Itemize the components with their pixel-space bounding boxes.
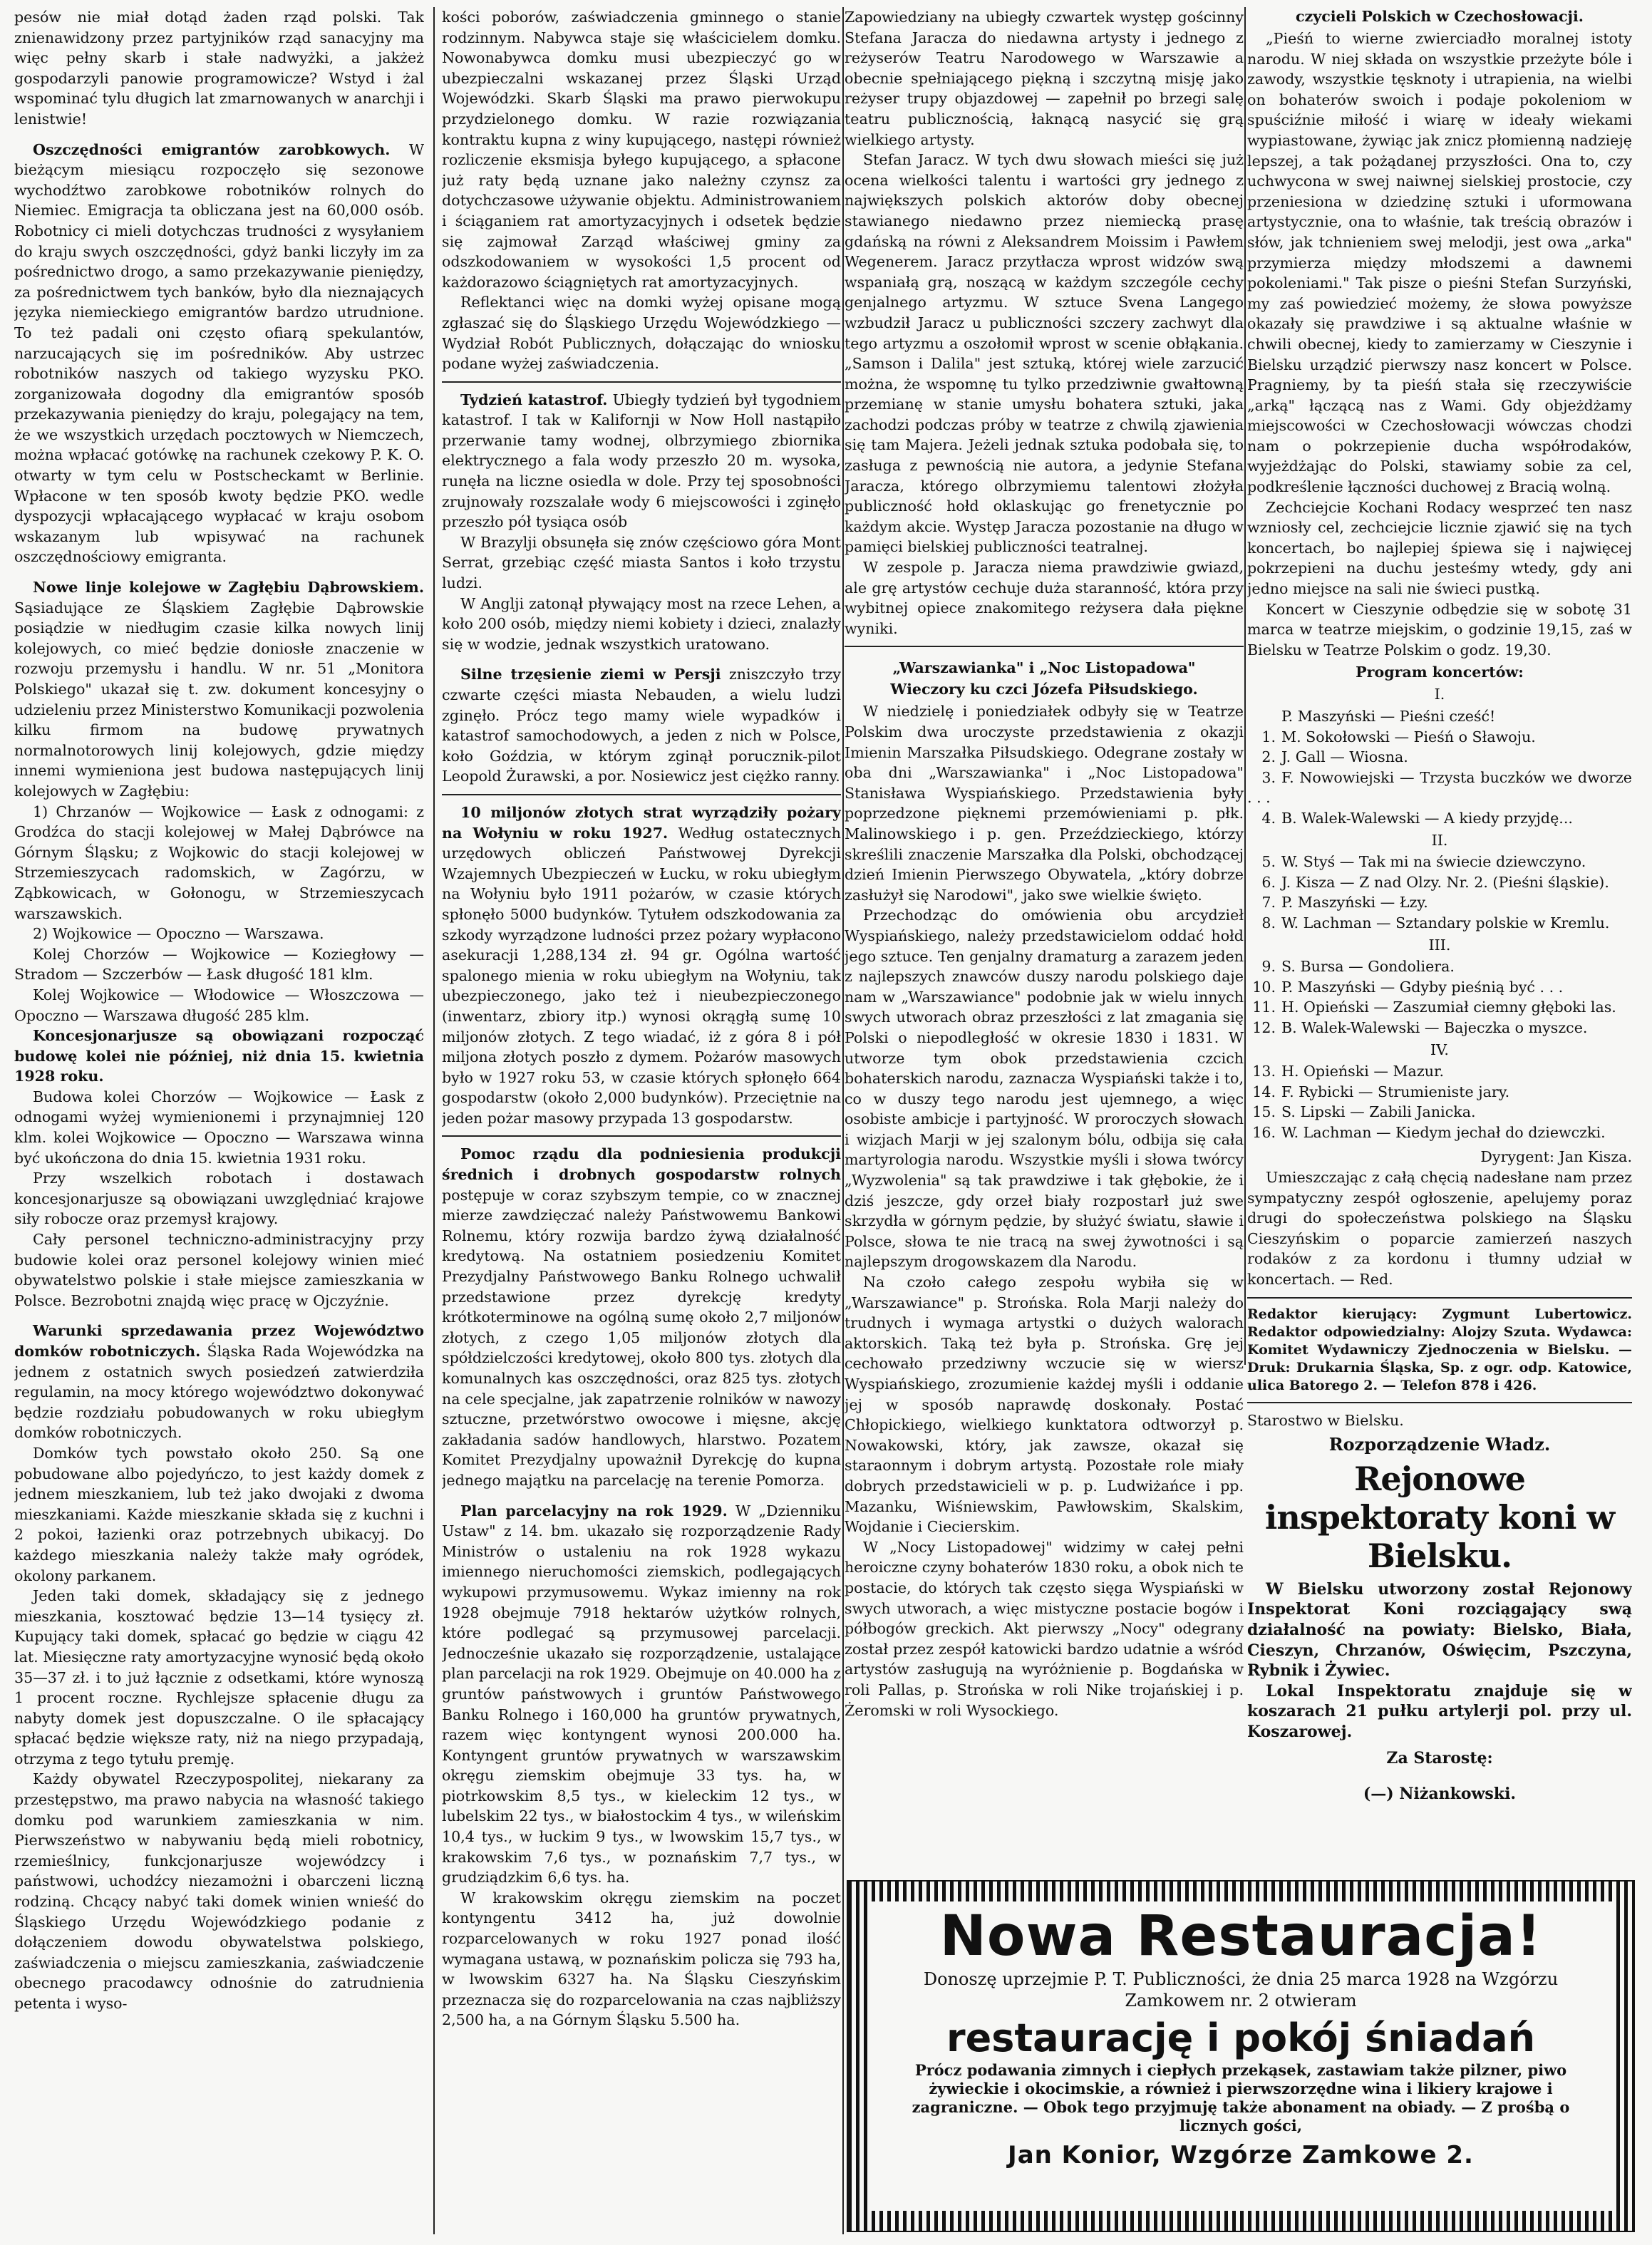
notice-title: Rejonowe inspektoraty koni w Bielsku. [1264,1459,1615,1575]
program-item [1247,977,1632,998]
notice-paragraph: W Bielsku utworzony został Rejonowy Inspektorat Koni rozciągający swą działalność na powiaty: Bielsko, Biała, Cieszyn, Chrzanów, Oświęcim, Pszczyna, Rybnik i Żywiec. [1247,1579,1632,1681]
item-text: J. Kisza — Z nad Olzy. Nr. 2. (Pieśni śląskie). [1281,873,1609,891]
column-2 [442,7,841,2231]
program-section: II. [1431,831,1448,849]
item-text: W. Styś — Tak mi na świecie dziewczyno. [1281,853,1586,871]
paragraph: Budowa kolei Chorzów — Wojkowice — Łask z odnogami wyżej wymienionemi i przynajmniej 120 klm. kolei Wojkowice — Opoczno — Warszawa winna być ukończona do dnia 15. kwietnia 1931 roku. [14,1088,424,1167]
program-item [1247,1122,1632,1143]
article-text: Sąsiadujące ze Śląskiem Zagłębie Dąbrowskie posiądzie w niedługim czasie kilka nowych linij kolejowych, co mieć będzie doniosłe znaczenie w rozwoju przemysłu i handlu. W nr. 51 „Monitora Polskiego" ukazał się t. zw. dokument koncesyjny o udzieleniu przez Ministerstwo Komunikacji pozwolenia kilku firmom na budowę prywatnych normalnotorowych linij kolejowych, gdzie między innemi wymieniona jest budowa następujących linij kolejowych w Zagłębiu: [14,599,424,800]
article-pozary [442,802,841,1129]
program-item [1247,747,1632,768]
article-heading: Oszczędności emigrantów zarobkowych. [33,140,391,158]
item-text: P. Maszyński — Gdyby pieśnią być . . . [1281,978,1564,996]
article-heading: 10 miljonów złotych strat wyrządziły pożary na Wołyniu w roku 1927. [442,803,841,842]
article-text: Ubiegły tydzień był tygodniem katastrof. I tak w Kalifornji w Now Holl nastąpiło przerwanie tamy wodnej, olbrzymiego zbiornika elektrycznego a fala wody przeszło 20 m. wysoka, runęła na liczne osiedla w dole. Przy tej sposobności zrujnowały rozszalałe wody 6 miejscowości i zginęło przeszło pół tysiąca osób [442,391,841,531]
column-1 [14,7,424,2231]
ad-content [868,1901,1614,2211]
item-text: F. Rybicki — Strumieniste jary. [1281,1083,1510,1100]
paragraph: Zechciejcie Kochani Rodacy wesprzeć ten nasz wzniosły cel, zechciejcie licznie zjawić się na tych koncertach, bo najlepiej śpiewa się i najwięcej pokrzepieni na duchu jesteśmy wtedy, gdy ani jedno miejsce na sali nie świeci pustką. [1247,498,1632,598]
program-item [1247,1018,1632,1038]
column-divider [1244,7,1246,1365]
notice-paragraph: Lokal Inspektoratu znajduje się w koszarach 21 pułku artylerji pol. przy ul. Koszarowej. [1247,1681,1632,1741]
article-heading: czycieli Polskich w Czechosłowacji. [1296,8,1584,25]
divider [442,381,841,383]
paragraph: W „Nocy Listopadowej" widzimy w całej pełni heroiczne czyny bohaterów 1830 roku, a obok nich te postacie, do których tak często sięga Wyspiański w swych utworach, a więc mistyczne postacie bogów i półbogów greckich. Akt pierwszy „Nocy" odegrany został przez zespół katowicki bardzo udatnie a wśród artystów zasługują na wyróżnienie p. Bogdańska w roli Pallas, p. Strońska w roli Nike trojańskiej i p. Żeromski w roli Wysockiego. [845,1538,1244,1719]
ad-signature: Jan Konior, Wzgórze Zamkowe 2. [1008,2141,1474,2169]
paragraph: W krakowskim okręgu ziemskim na poczet kontyngentu 3412 ha, już dowolnie rozparcelowanych w roku 1927 ponad ilość wymagana ustawą, w poznańskim policza się 793 ha, w lwowskim 6327 ha. Na Śląsku Cieszyńskim przeznacza się do rozparcelowania na czas najbliższy 2,500 ha, a na Górnym Śląsku 5.500 ha. [442,1889,841,2029]
item-text: J. Gall — Wiosna. [1281,748,1408,766]
ad-title: Nowa Restauracja! [939,1904,1542,1968]
item-number: 9. [1261,958,1276,976]
list-item: Kolej Wojkowice — Włodowice — Włoszczowa — Opoczno — Warszawa długość 285 klm. [14,986,424,1024]
notice-subheading: Rozporządzenie Władz. [1328,1434,1551,1455]
article-linje-kolejowe [14,577,424,802]
program-item [1247,852,1632,872]
item-number: 8. [1261,914,1276,931]
item-text: W. Lachman — Kiedym jechał do dziewczki. [1281,1123,1606,1141]
item-number: 10. [1252,978,1276,996]
restaurant-advertisement [847,1880,1635,2232]
list-item: Kolej Chorzów — Wojkowice — Koziegłowy — Stradom — Szczerbów — Łask długość 181 klm. [14,945,424,984]
program-item [1247,1102,1632,1122]
article-domki [14,1321,424,1443]
paragraph: pesów nie miał dotąd żaden rząd polski. Tak znienawidzony przez partyjników rząd sanacyjny ma więc pełny skarb i stałe nadwyżki, a jakżeż gospodarzyli panowie programowicze? Wstyd i żal wspominać tylu długich lat zmarnowanych w anarchji i lenistwie! [14,9,424,128]
paragraph: Koncert w Cieszynie odbędzie się w sobotę 31 marca w teatrze miejskim, o godzinie 19,15, zaś w Bielsku w Teatrze Polskim o godz. 19,30. [1247,600,1632,659]
article-heading: Warunki sprzedawania przez Województwo domków robotniczych. [14,1322,424,1360]
item-text: F. Nowowiejski — Trzysta buczków we dworze . . . [1247,768,1632,807]
item-number: 3. [1261,768,1276,786]
paragraph: Każdy obywatel Rzeczypospolitej, niekarany za przestępstwo, ma prawo nabycia na własność takiego domku pod warunkiem zamieszkania w nim. Pierwszeństwo w nabywaniu będą mieli robotnicy, rzemieślnicy, funkcjonarjusze wojewódzcy i państwowi, uchodźcy niezamożni i obarczeni liczną rodziną. Chcący nabyć taki domek winien wnieść do Śląskiego Urzędu Wojewódzkiego podanie z dołączeniem dowodu obywatelstwa polskiego, zaświadczenia o miejscu zamieszkania, zaświadczenie obecnego pracodawcy odnośnie do zatrudnienia petenta i wyso- [14,1770,424,2012]
item-text: P. Maszyński — Łzy. [1281,894,1428,912]
paragraph: W niedzielę i poniedziałek odbyły się w Teatrze Polskim dwa uroczyste przedstawienia z okazji Imienin Marszałka Piłsudskiego. Odegrane zostały w oba dni „Warszawianka" i „Noc Listopadowa" Stanisława Wyspiańskiego. Przedstawienia były poprzedzone pięknemi przemówieniami p. płk. Malinowskiego i p. gen. Przeździeckiego, którzy skreślili znaczenie Marszałka dla Polski, obchodzącej dzień Imienin Pierwszego Obywatela, „który dobrze zasłużył się Narodowi", jako swe wielkie święto. [845,703,1244,904]
paragraph: W Anglji zatonął pływający most na rzece Lehen, a koło 200 osób, między niemi kobiety i dzieci, znalazły się w wodzie, jednak wszystkich uratowano. [442,594,841,653]
program-item [1247,872,1632,893]
article-text: zniszczyło trzy czwarte części miasta Nebauden, a wielu ludzi zginęło. Prócz tego mamy wiele wypadków i katastrof samochodowych, a jeden z nich w Polsce, koło Goździa, w którym zginął porucznik-pilot Leopold Żurawski, a por. Nosiewicz jest ciężko ranny. [442,666,841,785]
item-number: 1. [1261,728,1276,745]
article-persja [442,664,841,787]
paragraph: Przechodząc do omówienia obu arcydzieł Wyspiańskiego, należy przedstawicielom oddać hołd jego sztuce. Ten genjalny dramaturg a zarazem jeden z najlepszych znawców duszy narodu polskiego daje nam w „Warszawiance" podobnie jak w wielu innych swych utworach obraz przeszłości z lat zmagania się Polski o niepodległość w okresie 1830 i 1831. W utworze tym obok przedstawienia czcich bohaterskich narodu, zaznacza Wyspiański także i to, co w duszy tego narodu jest ujemnego, a więc osobiste ambicje i partyjność. W proroczych słowach i wizjach Marji w jej szalonym bólu, odbija się cała martyrologia narodu. Wszystkie myśli i słowa twórcy „Wyzwolenia" są tak prawdziwe i tak głębokie, że i dziś jeszcze, gdy orzeł biały rozpostarł już swe skrzydła w górnym pędzie, by służyć światu, sławie i Polsce, słowa te nie tracą na swej żywotności i są najlepszym drogowskazem dla Narodu. [845,907,1244,1271]
item-number: 14. [1252,1083,1276,1100]
paragraph: Domków tych powstało około 250. Są one pobudowane albo pojedyńczo, to jest każdy domek z jednem mieszkaniem, lub też jako dwojaki z dwoma mieszkaniami. Każde mieszkanie składa się z kuchni i 2 pokoi, łazienki oraz potrzebnych ubikacyj. Do każdego mieszkania należy także mały ogródek, okolony parkanem. [14,1444,424,1584]
article-heading: Plan parcelacyjny na rok 1929. [460,1502,728,1519]
paragraph: Cały personel techniczno-administracyjny przy budowie kolei oraz personel kolejowy winien mieć obywatelstwo polskie i stałe miejsce zamieszkania w Polsce. Bezrobotni znajdą więc pracę w Ojczyźnie. [14,1231,424,1309]
item-text: B. Walek-Walewski — A kiedy przyjdę... [1281,809,1573,827]
item-text: H. Opieński — Zaszumiał ciemny głęboki las. [1281,998,1616,1016]
item-text: H. Opieński — Mazur. [1281,1063,1445,1080]
article-text: Śląska Rada Wojewódzka na jednem z ostatnich swych posiedzeń zatwierdziła regulamin, na mocy którego województwo dokonywać będzie rozdziału pobudowanych w roku ubiegłym domków robotniczych. [14,1343,424,1442]
column-4 [1247,7,1632,1882]
item-text: S. Lipski — Zabili Janicka. [1281,1103,1476,1121]
program-section: IV. [1430,1041,1449,1058]
divider [845,646,1244,647]
column-divider [842,7,844,2234]
list-item: 1) Chrzanów — Wojkowice — Łask z odnogami: z Grodźca do stacji kolejowej w Małej Dąbrówce na Górnym Śląsku; z Wojkowic do stacji kolejowej w Strzemieszycach radomskich, w Zagórzu, w Ząbkowicach, w Gołonogu, w Strzemieszycach warszawskich. [14,802,424,922]
paragraph: W zespole p. Jaracza niema prawdziwie gwiazd, ale grę artystów cechuje duża staranność, która przy wybitnej opiece znakomitego reżysera dała piękne wyniki. [845,559,1244,637]
article-text: W bieżącym miesiącu rozpoczęło się sezonowe wychodźtwo zarobkowe robotników rolnych do Niemiec. Emigracja ta obliczana jest na 60,000 osób. Robotnicy ci mieli dotychczas trudności z wysyłaniem do kraju swych oszczędności, gdyż banki liczyły im za pośrednictwo drogo, a samo przekazywanie pieniędzy, za pośrednictwem tych banków, było dla nieznających języka niemieckiego emigrantów bardzo utrudnione. To też padali oni często ofiarą spekulantów, narzucających się im pośredników. Aby ustrzec robotników naszych od takiego wyzysku PKO. zorganizowała dogodny dla emigrantów sposób przekazywania pieniędzy do kraju, polegający na tem, że we wszystkich urzędach pocztowych w Niemczech, można wpłacać gotówkę na rachunek czekowy P. K. O. otwarty w tym celu w Postscheckamt w Berlinie. Wpłacone w ten sposób kwoty będzie PKO. wedle dyspozycji wpłacającego wypłacać w kraju osobom wskazanym lub wpisywać na rachunek oszczędnościowy emigranta. [14,140,424,566]
notice-signature-label: Za Starostę: [1386,1748,1493,1767]
divider [442,1135,841,1137]
item-text: M. Sokołowski — Pieśń o Sławoju. [1281,728,1536,745]
program-item [1247,913,1632,934]
program-item [1247,997,1632,1018]
ad-body: Prócz podawania zimnych i ciepłych przekąsek, zastawiam także pilzner, piwo żywieckie i okocimskie, a również i pierwszorzędne wina i likiery krajowe i zagraniczne. — Obok tego przyjmuję także abonament na obiady. — Z prośbą o licznych gości, [912,2061,1570,2135]
item-number: 6. [1261,873,1276,891]
imprint: Redaktor kierujący: Zygmunt Lubertowicz. Redaktor odpowiedzialny: Alojzy Szuta. Wydawca: Komitet Wydawniczy Zjednoczenia w Bielsku. — Druk: Drukarnia Śląska, Sp. z ogr. odp. Katowice, ulica Batorego 2. — Telefon 878 i 426. [1247,1306,1632,1393]
paragraph: Stefan Jaracz. W tych dwu słowach mieści się już ocena wielkości talentu i wartości gry jednego z największych polskich aktorów doby obecnej stawianego niedawno przez niemiecką prasę gdańską na równi z Aleksandrem Moissim i Pawłem Wegenerem. Jaracz przytłacza wprost widzów swą wspaniałą grą, noszącą w każdym szczególe cechy genjalnego artyzmu. W sztuce Svena Langego wzbudził Jaracz u publiczności szczery zachwyt dla tego artyzmu a oszołomił wprost w scenie obłąkania. „Samson i Dalila" jest sztuką, której wiele zarzucić można, że wspomnę tu tylko przedziwnie gwałtowną przemianę w stanie umysłu bohatera sztuki, jaka zachodzi podczas próby w teatrze z chwilą zjawienia się tam Majera. Jeżeli jednak sztuka podobała się, to zasługa z pewnością nie autora, a jedynie Stefana Jaracza, którego olbrzymiemu talentowi złożyła publiczność hołd oklaskując go frenetycznie po każdym akcie. Występ Jaracza pozostanie na długo w pamięci bielskiej publiczności teatralnej. [845,151,1244,556]
paragraph: Jeden taki domek, składający się z jednego mieszkania, kosztować będzie 13—14 tysięcy zł. Kupujący taki domek, spłacać go będzie w ciągu 42 lat. Miesięczne raty amortyzacyjne wynosić będą około 35—37 zł. i to już łącznie z odsetkami, które wynoszą 1 procent roczne. Rychlejsze spłacenie długu za nabyty domek jest dopuszczalne. O ile spłacający spłacać będzie większe raty, niż na niego przypadają, otrzyma z tego tytułu premję. [14,1587,424,1767]
column-3 [845,7,1244,1882]
article-text: W „Dzienniku Ustaw" z 14. bm. ukazało się rozporządzenie Rady Ministrów o ustaleniu na rok 1928 wykazu imiennego nieruchomości ziemskich, podlegających wykupowi przymusowemu. Wykaz imienny na rok 1928 obejmuje 7918 hektarów użytków rolnych, które podlegać są przymusowej parcelacji. Jednocześnie ukazało się rozporządzenie, ustalające plan parcelacji na rok 1929. Obejmuje on 40.000 ha z gruntów państwowych i gruntów Państwowego Banku Rolnego i 160,000 ha gruntów prywatnych, razem więc kontyngent wynosi 200.000 ha. Kontyngent gruntów prywatnych w warszawskim okręgu ziemskim obejmuje 33 tys. ha, w piotrkowskim 8,5 tys., w kieleckim 12 tys., w lubelskim 22 tys., w białostockim 4 tys., w wileńskim 10,4 tys., w łuckim 9 tys., w lwowskim 15,7 tys., w krakowskim 7,6 tys., w poznańskim 7,7 tys., w grudziądzkim 6,6 tys. ha. [442,1502,841,1887]
divider [1247,1297,1632,1299]
item-number: 16. [1252,1123,1276,1141]
article-heading: „Warszawianka" i „Noc Listopadowa" [892,659,1196,677]
article-text: postępuje w coraz szybszym tempie, co w znacznej mierze zawdzięczać należy Państwowemu Bankowi Rolnemu, który rozwija bardzo żywą działalność kredytową. Na ostatniem posiedzeniu Komitet Prezydjalny Państwowego Banku Rolnego uchwalił przedstawione przez dyrekcję kredyty krótkoterminowe na ogólną sumę około 2,7 miljonów złotych, z czego 1,05 miljonów złotych dla spółdzielczości kredytowej, około 800 tys. złotych dla komunalnych kas oszczędności, oraz 825 tys. złotych na cele specjalne, jak zapatrzenie rolników w nawozy sztuczne, przetwórstwo owocowe i mięsne, akcję zakładania sadów handlowych, hlarstwo. Pozatem Komitet Prezydjalny upoważnił Dyrekcję do kupna jednego majątku na parcelację na terenie Pomorza. [442,1186,841,1489]
item-number: 11. [1252,998,1276,1016]
divider [442,794,841,795]
item-number: 5. [1261,853,1276,871]
program-item [1247,768,1632,808]
item-number: 13. [1252,1063,1276,1080]
item-number: 7. [1261,894,1276,912]
article-katastrofy [442,390,841,532]
divider [1247,1402,1632,1403]
paragraph: Na czoło całego zespołu wybiła się w „Warszawiance" p. Strońska. Rola Marji należy do trudnych i wymaga artystki o dużych walorach aktorskich. Taką też była p. Strońska. Grę jej cechowało przedziwny wczucie się w wiersz Wyspiańskiego, zrozumienie każdej myśli i oddanie jej w sposób naprawdę doskonały. Postać Chłopickiego, wielkiego kunktatora odtworzył p. Nowakowski, który, jak zawsze, okazał się staraonnym i dobrym artystą. Pozostałe role miały dobrych przedstawicieli w p. p. Ludwiżańce i pp. Mazanku, Wiśniewskim, Pawłowskim, Skalskim, Wojdanie i Ciecierskim. [845,1274,1244,1536]
program-item [1247,808,1632,829]
program-item [1247,1082,1632,1103]
program-item [1247,1061,1632,1082]
column-divider [433,7,435,2234]
notice-signature: (—) Niżankowski. [1363,1785,1517,1804]
article-oszczednosci [14,140,424,567]
article-heading: Tydzień katastrof. [460,391,608,408]
program-section: III. [1428,936,1451,954]
item-number: 2. [1261,748,1276,766]
article-heading: Nowe linje kolejowe w Zagłębiu Dąbrowskiem. [33,579,424,597]
program-section: I. [1434,686,1445,703]
program-item [1247,956,1632,977]
item-text: W. Lachman — Sztandary polskie w Kremlu. [1281,914,1610,931]
program-item [1247,892,1632,913]
item-text: B. Walek-Walewski — Bajeczka o myszce. [1281,1018,1588,1036]
ad-lead: Donoszę uprzejmie P. T. Publiczności, że dnia 25 marca 1928 na Wzgórzu Zamkowem nr. 2 otwieram [923,1969,1559,2011]
article-heading: Silne trzęsienie ziemi w Persji [460,666,721,683]
list-item: 2) Wojkowice — Opoczno — Warszawa. [33,925,324,943]
program-item [1247,727,1632,748]
item-number: 15. [1252,1103,1276,1121]
paragraph: Reflektanci więc na domki wyżej opisane mogą zgłaszać się do Śląskiego Urzędu Wojewódzkiego — Wydział Robót Publicznych, dołączając do wniosku podane wyżej zaświadczenia. [442,294,841,373]
ad-headline: restaurację i pokój śniadań [946,2016,1536,2060]
paragraph: Przy wszelkich robotach i dostawach koncesjonarjusze są obowiązani uwzględniać krajowe siły robocze oraz przemysł krajowy. [14,1170,424,1228]
paragraph: Koncesjonarjusze są obowiązani rozpocząć budowę kolei nie później, niż dnia 15. kwietnia 1928 roku. [14,1027,424,1085]
paragraph: Umieszczając z całą chęcią nadesłane nam przez sympatyczny zespół ogłoszenie, apelujemy poraz drugi do społeczeństwa polskiego na Śląsku Cieszyńskim o poparcie zamierzeń naszych rodaków z za kordonu i tłumny udział w koncertach. — Red. [1247,1169,1632,1289]
article-heading: Pomoc rządu dla podniesienia produkcji średnich i drobnych gospodarstw rolnych [442,1145,841,1184]
paragraph: Zapowiedziany na ubiegły czwartek występ gościnny Stefana Jaracza do niedawna artysty i jednego z reżyserów Teatru Narodowego w Warszawie a obecnie spełniającego piękną i szczytną misję jako reżyser trupy objazdowej — zapełnił po brzegi salę teatru publicznością, łaknącą nasycić się grą wielkiego artysty. [845,9,1244,148]
item-text: S. Bursa — Gondoliera. [1281,958,1455,976]
item-number: 12. [1252,1018,1276,1036]
article-text: Według ostatecznych urzędowych obliczeń Państwowej Dyrekcji Wzajemnych Ubezpieczeń w Łucku, w roku ubiegłym na Wołyniu było 1911 pożarów, w czasie których spłonęło 5000 budynków. Tytułem odszkodowania za szkody wyrządzone ludności przez pożary wypłacono asekuracji 1,288,134 zł. 94 gr. Ogólna wartość spalonego mienia w roku ubiegłym na Wołyniu, tak ubezpieczonego, jako też i nieubezpieczonego (inwentarz, zbiory itp.) wynosi okrągłą sumę 10 miljonów złotych. Z tego wiadać, iż z góra 8 i pół miljona złotych poszło z dymem. Pożarów masowych było w 1927 roku 53, w czasie których spłonęło 664 gospodarstw (około 2,000 budynków). Przeciętnie na jeden pożar masowy przypada 13 gospodarstw. [442,824,841,1127]
paragraph: „Pieśń to wierne zwierciadło moralnej istoty narodu. W niej składa on wszystkie przeżyte bóle i zawody, wszystkie tęsknoty i utrapienia, na wielbi on bohaterów swoich i podaje pokoleniom w spuściźnie miłość i wiarę w ideały wiekami wypiastowane, żywiąc jak znicz płomienną nadzieję lepszej, a tak pożądanej przyszłości. Ona to, czy uchwycona w swej naiwnej sielskiej prostocie, czy przeniesiona w dziedzinę sztuki i uformowana artystycznie, ona to właśnie, tak treścią obrazów i słów, jak tchnieniem swej melodji, jest owa „arka" przymierza między młodszemi a dawnemi pokoleniami." Tak pisze o pieśni Stefan Surzyński, my zaś powiedzieć możemy, że słowa powyższe okazały się prawdziwe i są aktualne właśnie w chwili obecnej, kiedy to zamierzamy w Cieszynie i Bielsku urządzić pierwszy nasz koncert w Polsce. Pragniemy, by ta pieśń stała się rzeczywiście „arką" łączącą nas z Wami. Gdy objeżdżamy miejscowości w Czechosłowacji wówczas chodzi nam o pokrzepienie ducha współrodaków, wyjeżdżając do Polski, stawiamy sobie za cel, podkreślenie łączności duchowej z Bracią wolną. [1247,30,1632,496]
article-pomoc-rzadu [442,1144,841,1490]
program-item: P. Maszyński — Pieśni cześć! [1281,708,1496,725]
article-plan-parcelacyjny [442,1501,841,1888]
item-number: 4. [1261,809,1276,827]
paragraph: kości poborów, zaświadczenia gminnego o stanie rodzinnym. Nabywca staje się właścicielem domku. Nowonabywca domku musi ubezpieczyć go w ubezpieczalni wskazanej przez Śląski Urząd Wojewódzki. Skarb Śląski ma prawo pierwokupu przydzielonego domku. W razie rozwiązania kontraktu kupna z winy kupującego, następi również rozliczenie eksmisja byłego kupującego, a spłacone już raty będą uznane jako należny czynsz za dotychczasowe używanie objektu. Administrowaniem i ściąganiem rat amortyzacyjnych i odsetek będzie się zajmował Zarząd właściwej gminy za odszkodowaniem w wysokości 1,5 procent od każdorazowo ściągniętych rat amortyzacyjnych. [442,9,841,291]
notice-org: Starostwo w Bielsku. [1247,1411,1404,1429]
conductor: Dyrygent: Jan Kisza. [1480,1148,1632,1166]
program-title: Program koncertów: [1356,664,1524,681]
paragraph: W Brazylji obsunęła się znów częściowo góra Mont Serrat, grzebiąc część miasta Santos i koło trzystu ludzi. [442,533,841,592]
article-subheading: Wieczory ku czci Józefa Piłsudskiego. [890,681,1198,698]
